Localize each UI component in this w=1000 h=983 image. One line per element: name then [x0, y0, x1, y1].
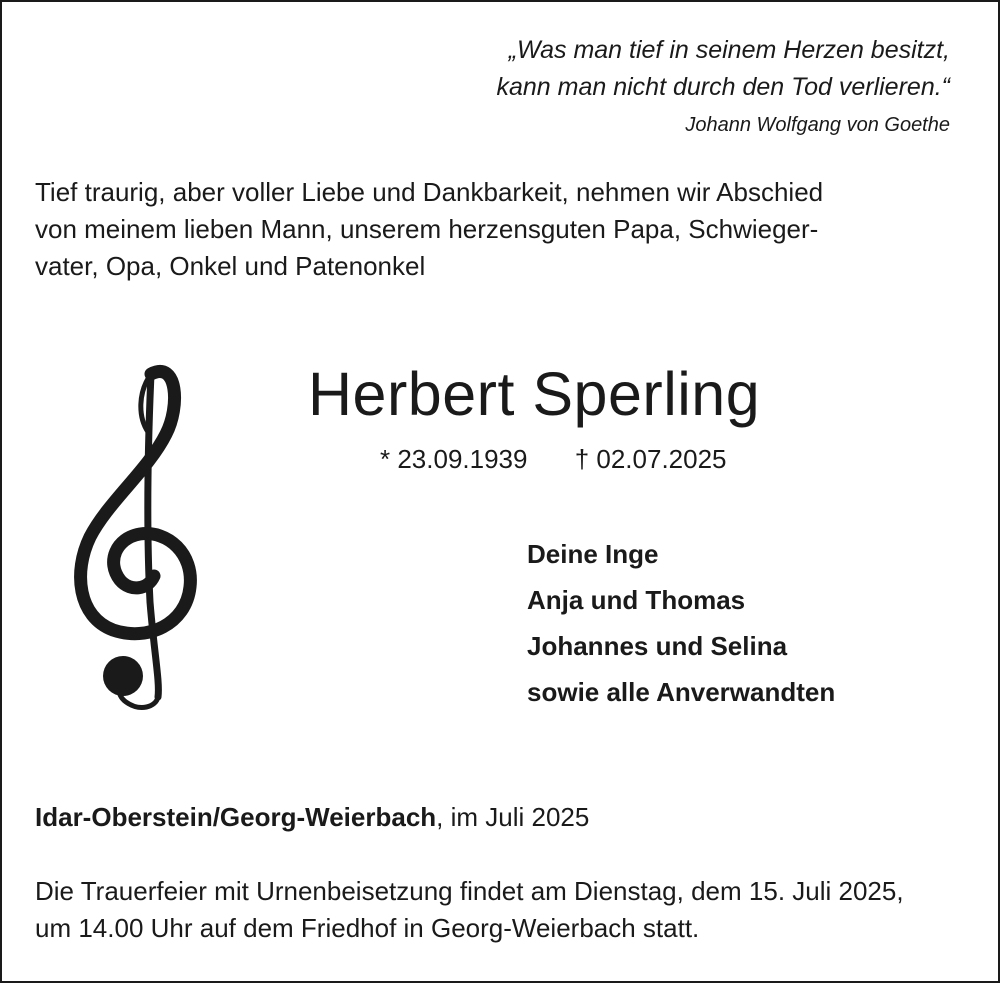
notice-date: , im Juli 2025 [436, 802, 590, 832]
place-name: Idar-Oberstein/Georg-Weierbach [35, 802, 437, 832]
intro-line: vater, Opa, Onkel und Patenonkel [35, 251, 426, 281]
intro-line: von meinem lieben Mann, unserem herzensguten Papa, Schwieger- [35, 214, 819, 244]
quote-line: „Was man tief in seinem Herzen besitzt, [508, 36, 950, 64]
mourners-list [527, 531, 835, 715]
birth-date: * 23.09.1939 [380, 444, 528, 474]
ceremony-info [35, 873, 904, 947]
mourner-name: Deine Inge [527, 539, 659, 569]
mourner-name: sowie alle Anverwandten [527, 677, 836, 707]
mourner-name: Anja und Thomas [527, 585, 746, 615]
life-dates [380, 442, 727, 476]
quote-author: Johann Wolfgang von Goethe [685, 114, 950, 136]
ceremony-line: Die Trauerfeier mit Urnenbeisetzung findet am Dienstag, dem 15. Juli 2025, [35, 876, 904, 906]
death-date: † 02.07.2025 [574, 444, 727, 474]
ceremony-line: um 14.00 Uhr auf dem Friedhof in Georg-Weierbach statt. [35, 913, 700, 943]
quote-block [496, 32, 950, 140]
intro-text [35, 174, 823, 285]
deceased-name: Herbert Sperling [308, 360, 761, 428]
treble-clef-icon [68, 362, 203, 712]
quote-line: kann man nicht durch den Tod verlieren.“ [496, 73, 950, 101]
mourner-name: Johannes und Selina [527, 631, 788, 661]
place-date-line [35, 800, 589, 834]
intro-line: Tief traurig, aber voller Liebe und Dankbarkeit, nehmen wir Abschied [35, 177, 824, 207]
